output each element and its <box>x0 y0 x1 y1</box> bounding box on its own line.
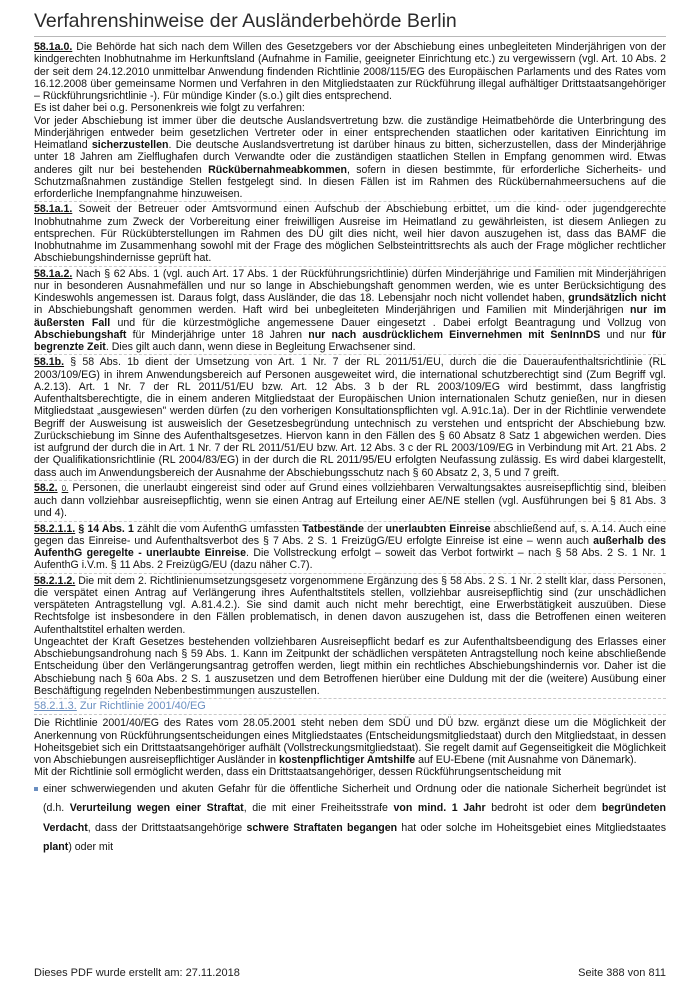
divider <box>34 266 666 267</box>
paragraph-58-2: 58.2. 0. Personen, die unerlaubt eingereist sind oder auf Grund eines vollziehbaren Verwaltungsaktes ausreisepflichtig sind, bleiben auch dann vollziehbar ausreisepflichtig, wenn sie einen Antrag auf Erteilung einer AE/NE stellen (vgl. Ausführungen bei § 81 Abs. 3 und 4). <box>34 481 666 520</box>
footer-page-number: Seite 388 von 811 <box>578 967 666 979</box>
divider <box>34 573 666 574</box>
section-ref: 58.2.1.1. <box>34 522 76 535</box>
section-ref: 58.1a.0. <box>34 41 73 53</box>
paragraph-58-2-1-2: 58.2.1.2. Die mit dem 2. Richtlinienumsetzungsgesetz vorgenommene Ergänzung des § 58 Abs. 2 S. 1 Nr. 2 stellt klar, dass Personen, die verspätet einen Antrag auf Verlängerung ihres Aufenthaltstitels stellen, vollziehbar ausreisepflichtig sind (zur unschädlichen verspäteten Antragstellung vgl. A.81.4.2.). Sie sind damit auch nicht mehr berechtigt, eine Erwerbstätigkeit auszuüben. Diese Rechtsfolge ist insbesondere in den Fällen problematisch, in denen davon auszugehen ist, dass die Betroffenen einen weiteren Aufenthaltstitel erhalten werden. <box>34 574 666 636</box>
paragraph-text: Die Richtlinie 2001/40/EG des Rates vom 28.05.2001 steht neben dem SDÜ und DÜ bzw. ergänzt diese um die Möglichkeit der Anerkennung von Rückführungsentscheidungen eines Mitgliedstaates (Entscheidungsmitgliedstaat) durch den Mitgliedstaat, in dessen Hoheitsgebiet sich ein Drittstaatsangehöriger aufhält (Vollstreckungsmitgliedstaat). Sie regelt damit auf Gegenseitigkeit die Möglichkeit von Abschiebungen ausreisepflichtiger Ausländer in kostenpflichtiger Amtshilfe auf EU-Ebene (mit Ausnahme von Dänemark). <box>34 717 666 766</box>
divider <box>34 480 666 481</box>
paragraph-text: Vor jeder Abschiebung ist immer über die deutsche Auslandsvertretung bzw. die zuständige Heimatbehörde die Unterbringung des Minderjährigen entweder beim gesetzlichen Vertreter oder in einer entsprechenden staatlichen oder karitativen Einrichtung im Heimatland sicherzustellen. Die deutsche Auslandsvertretung ist darüber hinaus zu bitten, sicherzustellen, dass der Minderjährige unter 18 Jahren am Zielflughafen durch Verwandte oder die zuständigen staatlichen Stellen in Empfang genommen wird. Etwas anderes gilt nur bei bestehenden Rückübernahmeabkommen, sofern in diesen bestimmte, für erforderliche Sicherheits- und Schutzmaßnahmen zuständige Stellen festgelegt sind. In diesen Fällen ist im Rahmen des Rückübernahmeersuchens auf die erforderliche Inempfangnahme hinzuweisen. <box>34 114 666 200</box>
divider <box>34 714 666 715</box>
paragraph-58-2-1-1: 58.2.1.1. § 14 Abs. 1 zählt die vom AufenthG umfassten Tatbestände der unerlaubten Einreise abschließend auf, s. A.14. Auch eine gegen das Einreise- und Aufenthaltsverbot des § 7 Abs. 2 S. 1 FreizügG/EU erfolgte Einreise ist eine – wenn auch außerhalb des AufenthG geregelte - unerlaubte Einreise. Die Vollstreckung erfolgt – soweit das Verbot fortwirkt – nach § 58 Abs. 2 S. 1 Nr. 1 AufenthG i.V.m. § 11 Abs. 2 FreizügG/EU (dazu näher C.7). <box>34 522 666 572</box>
section-ref: 58.2. <box>34 481 58 494</box>
page-title: Verfahrenshinweise der Ausländerbehörde Berlin <box>34 10 457 32</box>
divider <box>34 354 666 355</box>
paragraph-58-1a2: 58.1a.2. Nach § 62 Abs. 1 (vgl. auch Art. 17 Abs. 1 der Rückführungsrichtlinie) dürfen Minderjährige und Familien mit Minderjährigen nur in besonderen Ausnahmefällen und nur so lange in Abschiebungshaft genommen werden, wie es unter Berücksichtigung des Kindeswohls angemessen ist. Daraus folgt, dass Ausländer, die das 18. Lebensjahr noch nicht vollendet haben, grundsätzlich nicht in Abschiebungshaft genommen werden. Haft wird bei unbegleiteten Minderjährigen und Familien mit Minderjährigen nur im äußersten Fall und für die kürzestmögliche angemessene Dauer eingesetzt . Dabei erfolgt Beantragung und Vollzug von Abschiebungshaft für Minderjährige unter 18 Jahren nur nach ausdrücklichem Einvernehmen mit SenInnDS und nur für begrenzte Zeit. Dies gilt auch dann, wenn diese in Begleitung Erwachsener sind. <box>34 267 666 353</box>
divider <box>34 201 666 202</box>
divider <box>34 698 666 699</box>
paragraph-text: Es ist daher bei o.g. Personenkreis wie folgt zu verfahren: <box>34 102 305 115</box>
paragraph-58-1b: 58.1b. § 58 Abs. 1b dient der Umsetzung von Art. 1 Nr. 7 der RL 2011/51/EU, durch die die Daueraufenthaltsrichtlinie (RL 2003/109/EG) in ihrem Anwendungsbereich auf Personen ausgeweitet wird, die international schutzberechtigt sind (Zum Begriff vgl. A.2.13). Art. 1 Nr. 7 der RL 2011/51/EU bzw. Art. 12 Abs. 3 b der RL 2003/109/EG wird bestimmt, dass langfristig Aufenthaltsberechtigte, die in einem anderen Mitgliedstaat der Europäischen Union internationalen Schutz genießen, nur in diesen Mitgliedstaat „ausgewiesen" werden dürfen (zu den vorherigen Konsultationspflichten vgl. A.91c.1a). Der in der Richtlinie verwendete Begriff der Ausweisung ist ausweislich der Gesetzesbegründung untechnisch zu verstehen und entspricht der Abschiebung bzw. Zurückschiebung im Sinne des Aufenthaltsgesetzes. Hiervon kann in den Fällen des § 60 Absatz 8 Satz 1 abgewichen werden. Dies ist aufgrund der durch die in Art. 1 Nr. 7 der RL 2011/51/EU bzw. Art. 12 Abs. 3 c der RL 2003/109/EG in Verbindung mit Art. 21 Abs. 2 der Qualifikationsrichtlinie (RL 2004/83/EG) in der durch die RL 2011/95/EU erfolgten Neufassung zulässig. Es wird dabei klargestellt, dass auch im Anwendungsbereich der Ausnahme der Abschiebungsschutz nach § 60 Absatz 2, 3, 5 und 7 greift. <box>34 356 667 479</box>
bullet-icon <box>34 787 38 791</box>
paragraph-58-1a0 <box>34 41 666 102</box>
section-heading-58-2-1-3: 58.2.1.3. Zur Richtlinie 2001/40/EG <box>34 700 206 712</box>
section-ref: 58.1b. <box>34 356 65 369</box>
paragraph-text: Mit der Richtlinie soll ermöglicht werden, dass ein Drittstaatsangehöriger, dessen Rückführungsentscheidung mit <box>34 766 562 779</box>
title-divider <box>34 36 666 37</box>
divider <box>34 521 666 522</box>
paragraph-58-1a1: 58.1a.1. Soweit der Betreuer oder Amtsvormund einen Aufschub der Abschiebung erbittet, um die kind- oder jugendgerechte Inobhutnahme zum Zweck der Vorbereitung einer freiwilligen Ausreise im Heimatland zu gewährleisten, ist diesem Anliegen zu entsprechen. Für Rückübterstellungen im Rahmen des DÜ gilt dies nicht, weil hier davon auszugehen ist, dass das BAMF die Inobhutnahme im Zusammenhang sowohl mit der Frage des möglichen Selbsteintrittsrechts als auch der Frage möglicher rechtlicher Abschiebungshindernisse geprüft hat. <box>34 203 666 265</box>
paragraph-text: Ungeachtet der Kraft Gesetzes bestehenden vollziehbaren Ausreisepflicht bedarf es zur Aufenthaltsbeendigung des Erlasses einer Abschiebungsandrohung nach § 59 Abs. 1. Kann im Zeitpunkt der schädlichen verspäteten Antragstellung noch keine abschließende Entscheidung über den Verlängerungsantrag getroffen werden, liegt mithin ein rechtliches Abschiebungshindernis vor. Daher ist die Abschiebung nach § 60a Abs. 2 S. 1 auszusetzen und dem Betroffenen hierüber eine Duldung mit der die (weitere) Ausübung einer Beschäftigung regelnden Nebenbestimmungen auszustellen. <box>34 635 666 697</box>
section-ref: 58.1a.1. <box>34 203 73 216</box>
footer-created-date: Dieses PDF wurde erstellt am: 27.11.2018 <box>34 967 240 979</box>
list-item: einer schwerwiegenden und akuten Gefahr für die öffentliche Sicherheit und Ordnung oder die nationale Sicherheit begründet ist (d.h. Verurteilung wegen einer Straftat, die mit einer Freiheitsstrafe von mind. 1 Jahr bedroht ist oder dem begründeten Verdacht, dass der Drittstaatsangehörige schwere Straftaten begangen hat oder solche im Hoheitsgebiet eines Mitgliedstaates plant) oder mit <box>34 780 666 858</box>
section-ref: 58.2.1.2. <box>34 574 76 587</box>
document-body <box>34 41 666 858</box>
section-ref: 58.1a.2. <box>34 267 73 280</box>
paragraph-text: Die Behörde hat sich nach dem Willen des Gesetzgebers vor der Abschiebung eines unbegleiteten Minderjährigen von der kindgerechten Inobhutnahme im Herkunftsland (Aufnahme in Familie, geeigneter Einrichtung etc.) zu vergewissern (vgl. Art. 10 Abs. 2 der seit dem 24.12.2010 unmittelbar Anwendung findenden Richtlinie 2008/115/EG des Europäischen Parlaments und des Rates vom 16.12.2008 über gemeinsame Normen und Verfahren in den Mitgliedstaaten zur Rückführung illegal aufhältiger Drittstaatsangehöriger – Rückführungsrichtlinie -). Für mündige Kinder (s.o.) gilt dies entsprechend. <box>34 41 666 102</box>
